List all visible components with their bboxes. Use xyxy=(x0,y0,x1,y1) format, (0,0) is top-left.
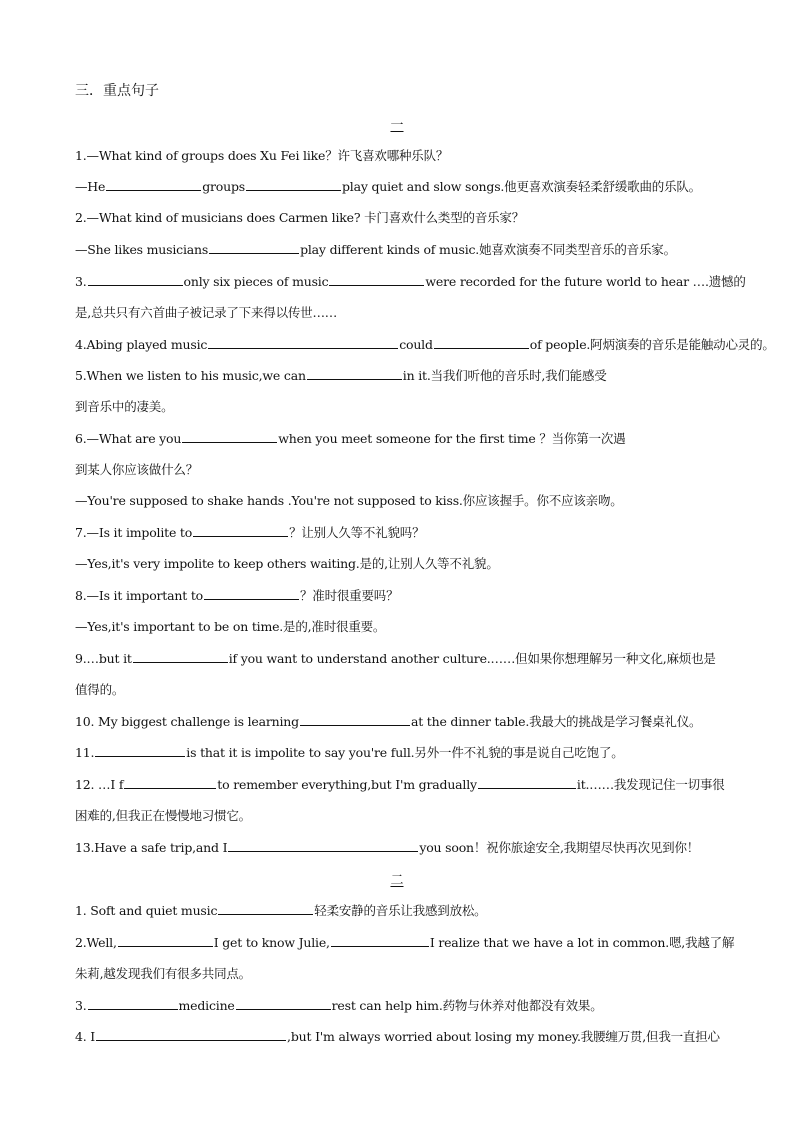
fill-in-blank[interactable] xyxy=(434,336,529,349)
sentence-line xyxy=(75,743,725,761)
sentence-line xyxy=(75,146,725,164)
sentence-line xyxy=(75,586,725,604)
sentence-text: when you meet someone for the first time ？当你第一次遇 xyxy=(278,431,626,446)
fill-in-blank[interactable] xyxy=(208,336,398,349)
sentence-line xyxy=(75,617,725,635)
sentence-text: 到音乐中的凄美。 xyxy=(75,399,174,414)
fill-in-blank[interactable] xyxy=(236,997,331,1010)
sentence-text: to remember everything,but I'm gradually xyxy=(217,777,477,792)
sentence-text: 是,总共只有六首曲子被记录了下来得以传世…… xyxy=(75,305,338,320)
sentence-text: ？准时很重要吗？ xyxy=(299,588,399,603)
sentence-line xyxy=(75,177,725,195)
sentence-text: could xyxy=(399,337,433,352)
sentence-text: 2.—What kind of musicians does Carmen like? 卡门喜欢什么类型的音乐家？ xyxy=(75,210,525,225)
unit-heading-one: 一 xyxy=(390,118,404,133)
sentence-text: 朱莉,越发现我们有很多共同点。 xyxy=(75,966,251,981)
sentence-text: 6.—What are you xyxy=(75,431,182,446)
sentence-text: —Yes,it's very impolite to keep others waiting.是的,让别人久等不礼貌。 xyxy=(75,556,499,571)
fill-in-blank[interactable] xyxy=(209,241,299,254)
fill-in-blank[interactable] xyxy=(133,650,228,663)
sentence-text: at the dinner table.我最大的挑战是学习餐桌礼仪。 xyxy=(410,714,702,729)
sentence-line xyxy=(75,523,725,541)
sentence-text: 13.Have a safe trip,and I xyxy=(75,840,228,855)
section-title: 三．重点句子 xyxy=(75,83,159,99)
sentence-line xyxy=(75,397,725,415)
fill-in-blank[interactable] xyxy=(88,997,178,1010)
fill-in-blank[interactable] xyxy=(118,934,213,947)
sentence-text: were recorded for the future world to hear ….遗憾的 xyxy=(425,274,746,289)
sentence-line xyxy=(75,996,725,1014)
sentence-text: 9.…but it xyxy=(75,651,132,666)
sentence-line xyxy=(75,429,725,447)
sentence-line xyxy=(75,933,735,951)
sentence-line xyxy=(75,554,725,572)
fill-in-blank[interactable] xyxy=(124,776,216,789)
fill-in-blank[interactable] xyxy=(193,524,288,537)
sentence-text: is that it is impolite to say you're full.另外一件不礼貌的事是说自己吃饱了。 xyxy=(186,745,624,760)
sentence-line xyxy=(75,240,725,258)
sentence-line xyxy=(75,712,725,730)
fill-in-blank[interactable] xyxy=(307,367,402,380)
sentence-text: if you want to understand another culture.……但如果你想理解另一种文化,麻烦也是 xyxy=(228,651,716,666)
fill-in-blank[interactable] xyxy=(182,430,277,443)
fill-in-blank[interactable] xyxy=(218,902,313,915)
sentence-text: of people.阿炳演奏的音乐是能触动心灵的。 xyxy=(529,337,775,352)
sentence-text: 困难的,但我正在慢慢地习惯它。 xyxy=(75,808,251,823)
sentence-line xyxy=(75,775,725,793)
sentence-text: 12. …I f xyxy=(75,777,124,792)
sentence-text: you soon！祝你旅途安全,我期望尽快再次见到你！ xyxy=(419,840,700,855)
fill-in-blank[interactable] xyxy=(331,934,429,947)
fill-in-blank[interactable] xyxy=(329,273,424,286)
sentence-text: ,but I'm always worried about losing my money.我腰缠万贯,但我一直担心 xyxy=(287,1029,720,1044)
sentence-text: only six pieces of music xyxy=(183,274,329,289)
fill-in-blank[interactable] xyxy=(106,178,201,191)
sentence-text: play quiet and slow songs.他更喜欢演奏轻柔舒缓歌曲的乐队。 xyxy=(341,179,701,194)
sentence-text: I realize that we have a lot in common.嗯,我越了解 xyxy=(429,935,735,950)
fill-in-blank[interactable] xyxy=(96,1028,286,1041)
sentence-line xyxy=(75,964,725,982)
sentence-line xyxy=(75,901,725,919)
sentence-text: —You're supposed to shake hands .You're not supposed to kiss.你应该握手。你不应该亲吻。 xyxy=(75,493,623,508)
sentence-text: 1.—What kind of groups does Xu Fei like？许飞喜欢哪种乐队？ xyxy=(75,148,449,163)
sentence-text: 8.—Is it important to xyxy=(75,588,203,603)
sentence-line xyxy=(75,335,775,353)
fill-in-blank[interactable] xyxy=(300,713,410,726)
fill-in-blank[interactable] xyxy=(246,178,341,191)
sentence-text: 10. My biggest challenge is learning xyxy=(75,714,299,729)
sentence-text: 7.—Is it impolite to xyxy=(75,525,193,540)
sentence-text: play different kinds of music.她喜欢演奏不同类型音乐的音乐家。 xyxy=(300,242,676,257)
unit-heading-two: 二 xyxy=(390,873,404,888)
sentence-text: 值得的。 xyxy=(75,682,125,697)
sentence-text: 1. Soft and quiet music xyxy=(75,903,218,918)
fill-in-blank[interactable] xyxy=(204,587,299,600)
sentence-line xyxy=(75,460,725,478)
sentence-text: 11. xyxy=(75,745,95,760)
sentence-text: 3. xyxy=(75,998,87,1013)
sentence-text: 4. I xyxy=(75,1029,96,1044)
sentence-text: 轻柔安静的音乐让我感到放松。 xyxy=(314,903,487,918)
fill-in-blank[interactable] xyxy=(95,744,185,757)
sentence-line xyxy=(75,366,725,384)
sentence-line xyxy=(75,272,746,290)
sentence-text: groups xyxy=(202,179,245,194)
sentence-text: it.……我发现记住一切事很 xyxy=(576,777,725,792)
sentence-line xyxy=(75,806,725,824)
sentence-text: 4.Abing played music xyxy=(75,337,208,352)
sentence-text: 5.When we listen to his music,we can xyxy=(75,368,306,383)
sentence-text: —She likes musicians xyxy=(75,242,209,257)
fill-in-blank[interactable] xyxy=(88,273,183,286)
sentence-line xyxy=(75,208,725,226)
sentence-text: I get to know Julie, xyxy=(213,935,330,950)
sentence-line xyxy=(75,649,725,667)
fill-in-blank[interactable] xyxy=(478,776,576,789)
sentence-line xyxy=(75,680,725,698)
sentence-line xyxy=(75,491,725,509)
fill-in-blank[interactable] xyxy=(228,839,418,852)
sentence-line xyxy=(75,1027,725,1045)
sentence-text: rest can help him.药物与休养对他都没有效果。 xyxy=(331,998,603,1013)
sentence-text: in it.当我们听他的音乐时,我们能感受 xyxy=(402,368,607,383)
sentence-text: —He xyxy=(75,179,106,194)
sentence-text: —Yes,it's important to be on time.是的,准时很重要。 xyxy=(75,619,386,634)
sentence-text: ？让别人久等不礼貌吗？ xyxy=(289,525,425,540)
sentence-line xyxy=(75,838,725,856)
sentence-text: 到某人你应该做什么？ xyxy=(75,462,199,477)
sentence-text: 3. xyxy=(75,274,87,289)
sentence-text: medicine xyxy=(178,998,235,1013)
sentence-line xyxy=(75,303,725,321)
sentence-text: 2.Well, xyxy=(75,935,117,950)
